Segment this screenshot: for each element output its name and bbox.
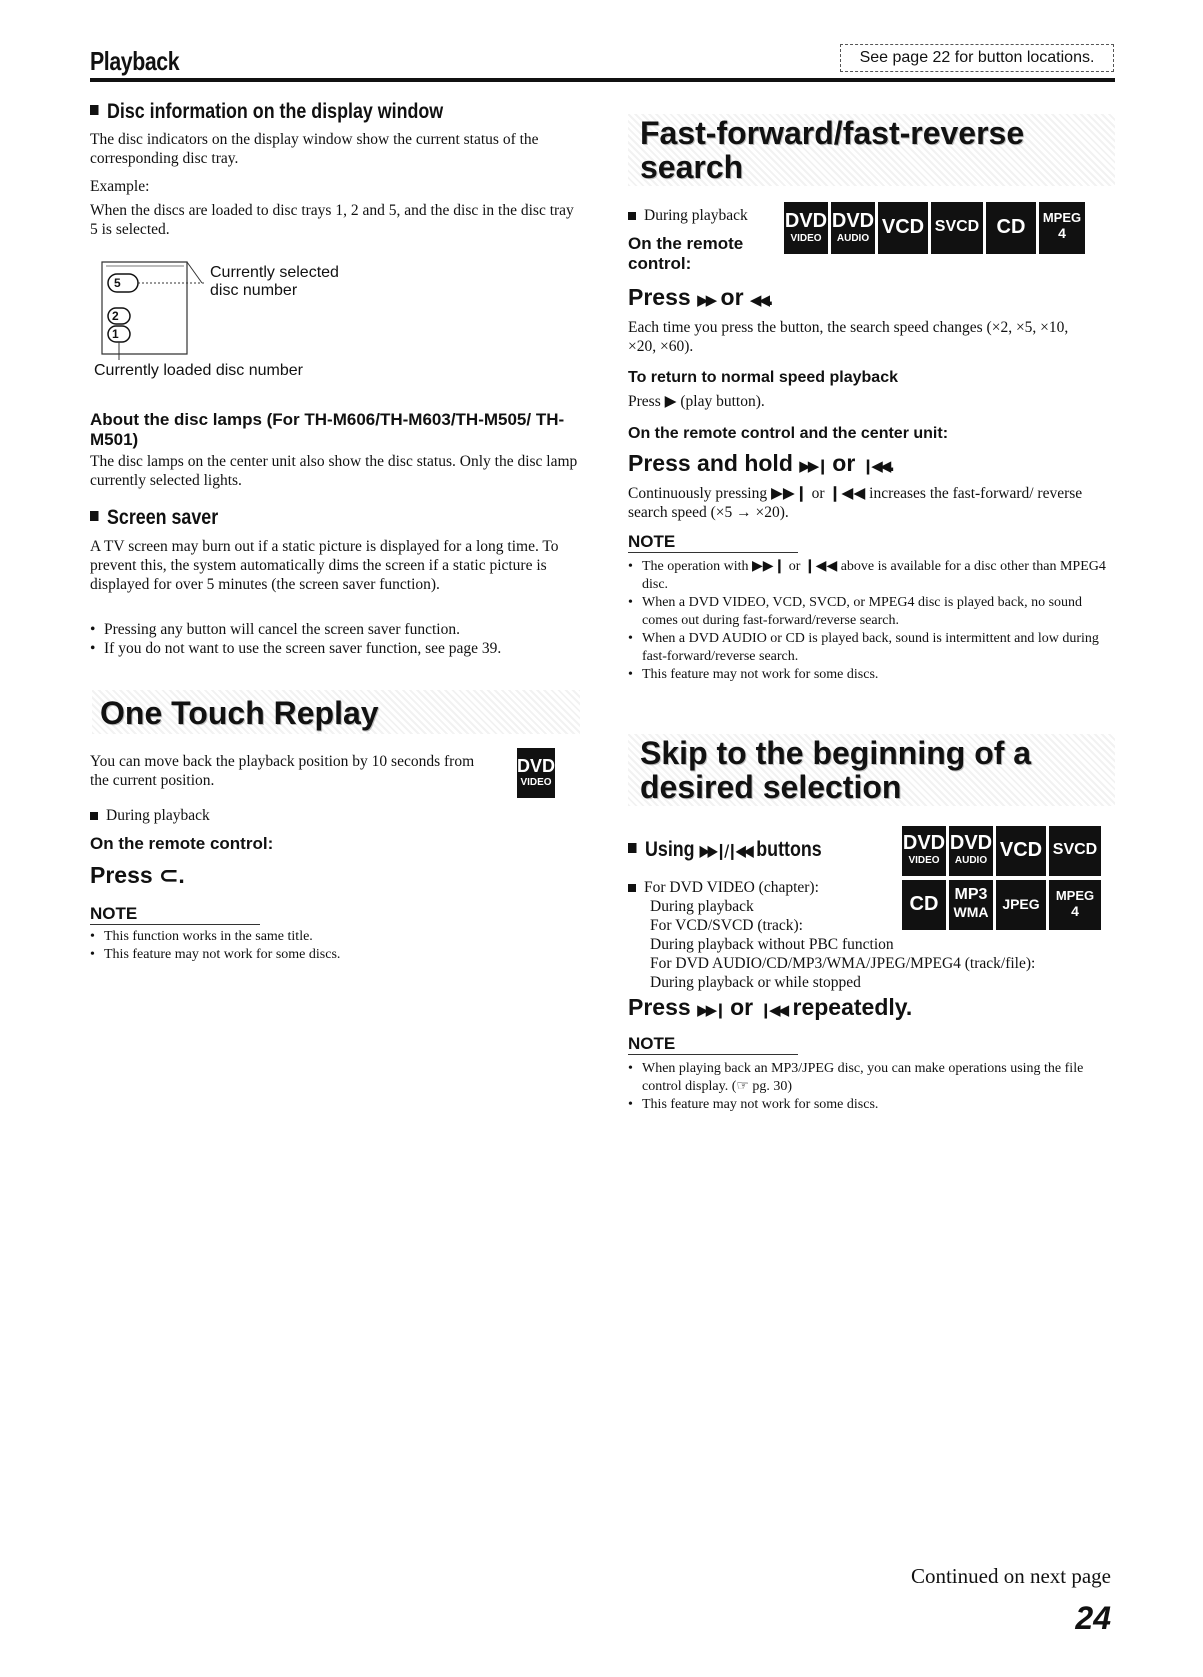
dvd-audio-badge: DVD AUDIO [831,202,875,254]
svcd-badge: SVCD [1049,826,1101,876]
normal-speed-heading: To return to normal speed playback [628,369,898,386]
disc-5-indicator: 5 [114,276,121,290]
fast-forward-icon: ▶▶ [697,291,715,309]
skip-banner: Skip to the beginning of a desired selection [640,735,1032,805]
list-item: • Pressing any button will cancel the screen saver function. [90,620,580,639]
next-previous-icon: ▶▶❙/❙◀◀ [699,841,752,860]
skip-conditions: For DVD VIDEO (chapter): During playback For VCD/SVCD (track): During playback without PBC function For DVD AUDIO/CD/MP3/WMA/JPEG/MPEG4 (track/file): During playback or while stopped [628,878,1098,992]
jpeg-badge: JPEG [996,880,1046,930]
square-bullet-icon [90,105,99,115]
list-item: • When a DVD AUDIO or CD is played back, sound is intermittent and low during fast-forward/reverse search. [628,630,1108,666]
screen-saver-heading: Screen saver [90,506,218,530]
one-touch-during: During playback [90,806,210,825]
example-text: When the discs are loaded to disc trays 1, 2 and 5, and the disc in the disc tray 5 is selected. [90,202,574,238]
dvd-video-badge: DVD VIDEO [784,202,828,254]
remote-center-heading: On the remote control and the center unit: [628,425,949,442]
list-item: • When playing back an MP3/JPEG disc, you can make operations using the file control display. (☞ pg. 30) [628,1060,1108,1096]
dvd-video-badge: DVD VIDEO [517,748,555,798]
mpeg4-badge: MPEG 4 [1049,880,1101,930]
disc-1-indicator: 1 [112,327,119,341]
vcd-badge: VCD [878,202,928,254]
square-bullet-icon [628,843,637,853]
ffwd-disc-badges [784,202,1088,254]
fast-reverse-icon: ◀◀ [749,291,767,309]
press-hold-text: Continuously pressing ▶▶❙ or ❙◀◀ increases the fast-forward/ reverse search speed (×5 → ×20). [628,485,1083,521]
skip-notes [628,1060,1108,1114]
disc-info-text: The disc indicators on the display window show the current status of the corresponding disc tray. [90,131,539,167]
cd-badge: CD [986,202,1036,254]
list-item: • If you do not want to use the screen saver function, see page 39. [90,639,580,658]
ffwd-banner: Fast-forward/fast-reverse search [640,115,1025,185]
mpeg4-badge: MPEG 4 [1039,202,1085,254]
ffwd-text: Each time you press the button, the search speed changes (×2, ×5, ×10, ×20, ×60). [628,319,1069,355]
ffwd-notes [628,558,1108,684]
svcd-badge: SVCD [931,202,983,254]
button-location-reference: See page 22 for button locations. [840,44,1114,72]
one-touch-notes [90,928,510,964]
list-item: • This feature may not work for some discs. [90,946,510,964]
ffwd-remote: On the remote control: [628,234,744,273]
one-touch-text: You can move back the playback position by 10 seconds from the current position. [90,753,475,789]
one-touch-banner: One Touch Replay [100,695,379,731]
square-bullet-icon [628,884,636,892]
press-and-hold: Press and hold ▶▶❙ or ❙◀◀. [628,450,895,476]
disc-info-heading: Disc information on the display window [90,100,443,124]
page-number: 24 [1075,1600,1111,1636]
callout-selected: Currently selected disc number [210,264,339,299]
one-touch-press: Press ⊂. [90,862,185,888]
list-item: • When a DVD VIDEO, VCD, SVCD, or MPEG4 disc is played back, no sound comes out during fast-forward/reverse search. [628,594,1108,630]
example-label: Example: [90,178,150,195]
list-item: • The operation with ▶▶❙ or ❙◀◀ above is available for a disc other than MPEG4 disc. [628,558,1108,594]
mp3-wma-badge: MP3 WMA [949,880,993,930]
skip-note-title: NOTE [628,1034,798,1055]
dvd-audio-badge: DVD AUDIO [949,826,993,876]
list-item: • This function works in the same title. [90,928,510,946]
previous-icon: ❙◀◀ [861,457,889,475]
callout-loaded: Currently loaded disc number [94,362,303,379]
ffwd-press: Press ▶▶ or ◀◀. [628,284,774,310]
skip-heading: Using ▶▶❙/❙◀◀ buttons [628,838,822,862]
screen-saver-bullets [90,620,580,658]
square-bullet-icon [90,812,98,820]
disc-lamps-text: The disc lamps on the center unit also show the disc status. Only the disc lamp currently selected lights. [90,453,578,489]
skip-press: Press ▶▶❙ or ❙◀◀ repeatedly. [628,994,913,1020]
disc-2-indicator: 2 [112,309,119,323]
disc-lamps-heading: About the disc lamps (For TH-M606/TH-M603/TH-M505/ TH-M501) [90,410,565,449]
next-icon: ▶▶❙ [697,1001,724,1019]
next-icon: ▶▶❙ [799,457,826,475]
square-bullet-icon [90,511,99,521]
skip-disc-badges-row1 [902,826,1104,876]
continued-note: Continued on next page [910,1564,1111,1588]
vcd-badge: VCD [996,826,1046,876]
one-touch-note-title: NOTE [90,904,260,925]
square-bullet-icon [628,212,636,220]
replay-icon: ⊂ [159,862,179,888]
list-item: • This feature may not work for some discs. [628,1096,1108,1114]
normal-speed-text: Press ▶ (play button). [628,393,765,410]
ffwd-during: During playback [628,206,748,225]
previous-icon: ❙◀◀ [759,1001,787,1019]
header-rule [90,78,1115,82]
one-touch-remote: On the remote control: [90,834,274,853]
dvd-video-badge: DVD VIDEO [902,826,946,876]
list-item: • This feature may not work for some discs. [628,666,1108,684]
page-title: Playback [90,46,180,76]
ffwd-note-title: NOTE [628,532,798,553]
screen-saver-text: A TV screen may burn out if a static picture is displayed for a long time. To prevent this, the system automatically dims the screen if a static picture is displayed for over 5 minutes (the screen saver function). [90,538,559,593]
cd-badge: CD [902,880,946,930]
